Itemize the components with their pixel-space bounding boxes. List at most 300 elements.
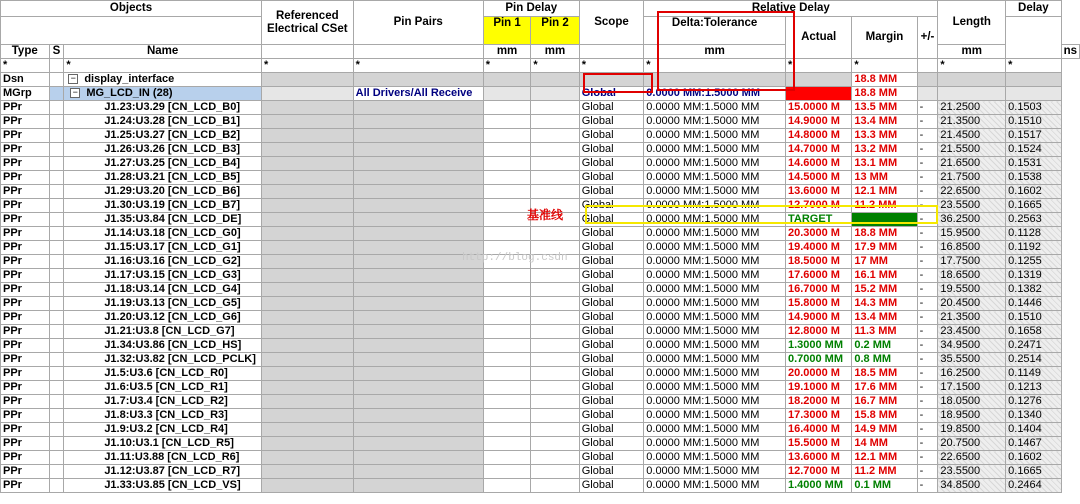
pin-pair-name[interactable]: J1.25:U3.27 [CN_LCD_B2]: [64, 129, 262, 143]
pin-pair-name[interactable]: J1.8:U3.3 [CN_LCD_R3]: [64, 409, 262, 423]
plusminus-cell[interactable]: -: [917, 269, 938, 283]
ref-cset-cell[interactable]: [262, 339, 354, 353]
pin1-cell[interactable]: [483, 101, 531, 115]
plusminus-cell[interactable]: -: [917, 479, 938, 493]
pin-pairs-cell[interactable]: [353, 269, 483, 283]
filter-cell[interactable]: *: [483, 59, 531, 73]
delay-header[interactable]: Delay: [1006, 1, 1061, 17]
pin-pairs-header[interactable]: Pin Pairs: [353, 1, 483, 45]
ref-cset-cell[interactable]: [262, 283, 354, 297]
delay-cell: 0.1602: [1006, 185, 1061, 199]
plusminus-cell[interactable]: -: [917, 101, 938, 115]
delta-tolerance-cell[interactable]: 0.0000 MM:1.5000 MM: [644, 157, 786, 171]
pin-pairs-cell[interactable]: [353, 451, 483, 465]
pin-pair-row[interactable]: [1, 157, 1080, 171]
plusminus-cell[interactable]: -: [917, 423, 938, 437]
ref-cset-cell[interactable]: [262, 423, 354, 437]
margin-cell: 13.5 MM: [852, 101, 917, 115]
pin2-cell[interactable]: [531, 339, 579, 353]
pin2-cell[interactable]: [531, 101, 579, 115]
pin-pair-name[interactable]: J1.32:U3.82 [CN_LCD_PCLK]: [64, 353, 262, 367]
scope-cell[interactable]: Global: [579, 171, 644, 185]
plusminus-cell[interactable]: -: [917, 339, 938, 353]
scope-cell[interactable]: Global: [579, 451, 644, 465]
pin-pairs-cell[interactable]: [353, 227, 483, 241]
pin-pairs-cell[interactable]: [353, 311, 483, 325]
baseline-annotation: 基准线: [527, 208, 564, 222]
delta-tolerance-cell[interactable]: 0.0000 MM:1.5000 MM: [644, 115, 786, 129]
delta-tolerance-cell[interactable]: 0.0000 MM:1.5000 MM: [644, 143, 786, 157]
scope-cell[interactable]: Global: [579, 353, 644, 367]
pin1-cell[interactable]: [483, 269, 531, 283]
scope-cell[interactable]: Global: [579, 325, 644, 339]
actual-cell: 15.5000 M: [785, 437, 851, 451]
ref-cset-cell[interactable]: [262, 255, 354, 269]
row-type: PPr: [1, 381, 50, 395]
pin-pairs-cell[interactable]: [353, 129, 483, 143]
pin-pair-row[interactable]: [1, 297, 1080, 311]
plusminus-cell[interactable]: -: [917, 185, 938, 199]
pin-pairs-cell[interactable]: [353, 465, 483, 479]
pin-pair-row[interactable]: [1, 381, 1080, 395]
scope-cell[interactable]: Global: [579, 101, 644, 115]
pin-pairs-cell[interactable]: [353, 353, 483, 367]
scope-cell[interactable]: Global: [579, 199, 644, 213]
pin-pair-row[interactable]: [1, 437, 1080, 451]
delay-cell: 0.1149: [1006, 367, 1061, 381]
pin-pair-row[interactable]: [1, 227, 1080, 241]
pin-pair-name[interactable]: J1.18:U3.14 [CN_LCD_G4]: [64, 283, 262, 297]
pin-pair-row[interactable]: [1, 171, 1080, 185]
pin1-cell[interactable]: [483, 395, 531, 409]
scope-cell[interactable]: Global: [579, 465, 644, 479]
pin-pair-name[interactable]: J1.29:U3.20 [CN_LCD_B6]: [64, 185, 262, 199]
length-cell: 34.9500: [938, 339, 1006, 353]
delta-tolerance-cell[interactable]: 0.0000 MM:1.5000 MM: [644, 479, 786, 493]
ref-cset-cell[interactable]: [262, 451, 354, 465]
pin-pair-name[interactable]: J1.27:U3.25 [CN_LCD_B4]: [64, 157, 262, 171]
pin2-cell[interactable]: [531, 227, 579, 241]
pin1-cell[interactable]: [483, 409, 531, 423]
ref-cset-cell[interactable]: [262, 171, 354, 185]
pin-pair-name[interactable]: J1.19:U3.13 [CN_LCD_G5]: [64, 297, 262, 311]
pin-pairs-cell[interactable]: [353, 171, 483, 185]
pin-pair-name[interactable]: J1.11:U3.88 [CN_LCD_R6]: [64, 451, 262, 465]
type-header[interactable]: Type: [1, 45, 50, 59]
ref-cset-cell[interactable]: [262, 185, 354, 199]
scope-cell[interactable]: Global: [579, 311, 644, 325]
pin-pair-row[interactable]: [1, 339, 1080, 353]
plusminus-cell[interactable]: -: [917, 297, 938, 311]
pin2-cell[interactable]: [531, 185, 579, 199]
ref-cset-cell[interactable]: [262, 199, 354, 213]
pin1-cell[interactable]: [483, 185, 531, 199]
pin-pair-name[interactable]: J1.6:U3.5 [CN_LCD_R1]: [64, 381, 262, 395]
pin1-cell[interactable]: [483, 297, 531, 311]
pin-pair-name[interactable]: J1.20:U3.12 [CN_LCD_G6]: [64, 311, 262, 325]
pin-pairs-cell[interactable]: [353, 283, 483, 297]
pin-pairs-cell[interactable]: [353, 143, 483, 157]
filter-cell[interactable]: *: [531, 59, 579, 73]
collapse-icon[interactable]: −: [70, 88, 80, 98]
delay-cell: 0.1255: [1006, 255, 1061, 269]
pin-pairs-cell[interactable]: [353, 101, 483, 115]
delta-tolerance-cell[interactable]: 0.0000 MM:1.5000 MM: [644, 185, 786, 199]
ref-cset-cell[interactable]: [262, 241, 354, 255]
pin-pair-name[interactable]: J1.9:U3.2 [CN_LCD_R4]: [64, 423, 262, 437]
ref-cset-cell[interactable]: [262, 213, 354, 227]
pin-pair-name[interactable]: J1.12:U3.87 [CN_LCD_R7]: [64, 465, 262, 479]
name-header[interactable]: Name: [64, 45, 262, 59]
collapse-icon[interactable]: −: [68, 74, 78, 84]
ref-cset-cell[interactable]: [262, 129, 354, 143]
scope-cell[interactable]: Global: [579, 87, 644, 101]
pin-pair-row[interactable]: [1, 367, 1080, 381]
pin2-cell[interactable]: [531, 325, 579, 339]
delta-tolerance-cell[interactable]: 0.0000 MM:1.5000 MM: [644, 227, 786, 241]
length-cell: 17.7500: [938, 255, 1006, 269]
plusminus-cell[interactable]: -: [917, 129, 938, 143]
pin-pair-name[interactable]: J1.34:U3.86 [CN_LCD_HS]: [64, 339, 262, 353]
pin2-cell[interactable]: [531, 269, 579, 283]
pin1-cell[interactable]: [483, 213, 531, 227]
delta-tolerance-cell[interactable]: 0.0000 MM:1.5000 MM: [644, 423, 786, 437]
pin1-cell[interactable]: [483, 465, 531, 479]
ref-cset-cell[interactable]: [262, 143, 354, 157]
pin2-cell[interactable]: [531, 479, 579, 493]
scope-cell[interactable]: Global: [579, 283, 644, 297]
delta-tolerance-cell[interactable]: 0.0000 MM:1.5000 MM: [644, 171, 786, 185]
ref-cset-cell[interactable]: [262, 437, 354, 451]
scope-cell[interactable]: Global: [579, 255, 644, 269]
pin2-cell[interactable]: [531, 353, 579, 367]
pin-pair-name[interactable]: J1.35:U3.84 [CN_LCD_DE]: [64, 213, 262, 227]
pin1-cell[interactable]: [483, 227, 531, 241]
scope-header[interactable]: Scope: [579, 1, 644, 45]
delay-cell: 0.1665: [1006, 199, 1061, 213]
pin-pair-row[interactable]: [1, 353, 1080, 367]
pin-pair-row[interactable]: [1, 465, 1080, 479]
pin-pair-name[interactable]: J1.28:U3.21 [CN_LCD_B5]: [64, 171, 262, 185]
delta-tolerance-cell[interactable]: 0.0000 MM:1.5000 MM: [644, 255, 786, 269]
pin-pair-row[interactable]: [1, 129, 1080, 143]
s-header[interactable]: S: [49, 45, 64, 59]
delta-tolerance-cell[interactable]: 0.0000 MM:1.5000 MM: [644, 199, 786, 213]
delta-tolerance-cell[interactable]: 0.0000 MM:1.5000 MM: [644, 283, 786, 297]
length-cell: 17.1500: [938, 381, 1006, 395]
plusminus-header[interactable]: +/-: [917, 17, 938, 59]
actual-cell: 15.0000 M: [785, 101, 851, 115]
pin-pair-name[interactable]: J1.17:U3.15 [CN_LCD_G3]: [64, 269, 262, 283]
pin-pairs-cell[interactable]: [353, 115, 483, 129]
plusminus-cell[interactable]: -: [917, 143, 938, 157]
pin2-cell[interactable]: [531, 465, 579, 479]
pin2-cell[interactable]: [531, 437, 579, 451]
pin-pair-row[interactable]: [1, 325, 1080, 339]
scope-cell[interactable]: Global: [579, 437, 644, 451]
pin1-cell[interactable]: [483, 283, 531, 297]
plusminus-cell[interactable]: -: [917, 451, 938, 465]
scope-cell[interactable]: Global: [579, 157, 644, 171]
scope-cell[interactable]: Global: [579, 269, 644, 283]
actual-header[interactable]: Actual: [785, 17, 851, 59]
pin-pair-name[interactable]: J1.10:U3.1 [CN_LCD_R5]: [64, 437, 262, 451]
delta-tolerance-cell[interactable]: 0.0000 MM:1.5000 MM: [644, 101, 786, 115]
pin-pairs-cell[interactable]: [353, 437, 483, 451]
pin-pairs-cell[interactable]: [353, 423, 483, 437]
length-cell: 21.3500: [938, 311, 1006, 325]
ref-cset-cell[interactable]: [262, 479, 354, 493]
pin1-cell[interactable]: [483, 339, 531, 353]
plusminus-cell[interactable]: -: [917, 199, 938, 213]
pin-pair-name[interactable]: J1.24:U3.28 [CN_LCD_B1]: [64, 115, 262, 129]
plusminus-cell[interactable]: -: [917, 311, 938, 325]
pin-pair-name[interactable]: J1.5:U3.6 [CN_LCD_R0]: [64, 367, 262, 381]
scope-cell[interactable]: Global: [579, 143, 644, 157]
filter-cell[interactable]: *: [938, 59, 1006, 73]
pin2-cell[interactable]: [531, 311, 579, 325]
scope-cell[interactable]: Global: [579, 339, 644, 353]
delta-tolerance-cell[interactable]: 0.0000 MM:1.5000 MM: [644, 465, 786, 479]
pin-pairs-cell[interactable]: [353, 185, 483, 199]
pin-pair-name[interactable]: J1.33:U3.85 [CN_LCD_VS]: [64, 479, 262, 493]
pin2-cell[interactable]: [531, 129, 579, 143]
delta-tolerance-cell[interactable]: 0.0000 MM:1.5000 MM: [644, 269, 786, 283]
scope-cell[interactable]: Global: [579, 227, 644, 241]
delta-tolerance-cell[interactable]: 0.0000 MM:1.5000 MM: [644, 409, 786, 423]
row-type: PPr: [1, 227, 50, 241]
pin-pair-row[interactable]: [1, 395, 1080, 409]
plusminus-cell[interactable]: -: [917, 171, 938, 185]
row-type: MGrp: [1, 87, 50, 101]
pin1-cell[interactable]: [483, 157, 531, 171]
pin-pair-name[interactable]: J1.21:U3.8 [CN_LCD_G7]: [64, 325, 262, 339]
margin-cell: [852, 213, 917, 227]
pin-pair-row[interactable]: [1, 283, 1080, 297]
actual-cell: [785, 87, 851, 101]
length-cell: 21.3500: [938, 115, 1006, 129]
pin-pair-row[interactable]: [1, 311, 1080, 325]
pin2-cell[interactable]: [531, 381, 579, 395]
filter-cell[interactable]: *: [644, 59, 786, 73]
scope-cell[interactable]: Global: [579, 479, 644, 493]
scope-cell[interactable]: Global: [579, 213, 644, 227]
pin2-cell[interactable]: [531, 157, 579, 171]
delta-tolerance-cell[interactable]: 0.0000 MM:1.5000 MM: [644, 395, 786, 409]
pin2-cell[interactable]: [531, 283, 579, 297]
delta-tolerance-cell[interactable]: 0.0000 MM:1.5000 MM: [644, 241, 786, 255]
scope-cell[interactable]: Global: [579, 129, 644, 143]
scope-cell[interactable]: Global: [579, 381, 644, 395]
delta-tolerance-cell[interactable]: 0.0000 MM:1.5000 MM: [644, 367, 786, 381]
pin1-cell[interactable]: [483, 451, 531, 465]
ref-cset-cell[interactable]: [262, 157, 354, 171]
scope-cell[interactable]: Global: [579, 409, 644, 423]
pin2-cell[interactable]: [531, 367, 579, 381]
pin2-cell[interactable]: [531, 115, 579, 129]
delta-tolerance-cell[interactable]: 0.0000 MM:1.5000 MM: [644, 381, 786, 395]
ref-cset-cell[interactable]: [262, 269, 354, 283]
ref-cset-cell[interactable]: [262, 465, 354, 479]
pin1-cell[interactable]: [483, 367, 531, 381]
pin-pair-name[interactable]: J1.15:U3.17 [CN_LCD_G1]: [64, 241, 262, 255]
pin-pair-row[interactable]: [1, 479, 1080, 493]
pin-pairs-cell[interactable]: [353, 339, 483, 353]
pin2-cell[interactable]: [531, 171, 579, 185]
delta-tolerance-cell[interactable]: 0.0000 MM:1.5000 MM: [644, 339, 786, 353]
pin-pairs-cell[interactable]: [353, 325, 483, 339]
pin1-cell[interactable]: [483, 423, 531, 437]
ref-cset-cell[interactable]: [262, 311, 354, 325]
pin2-cell[interactable]: [531, 409, 579, 423]
pin-pairs-cell[interactable]: [353, 199, 483, 213]
ref-cset-cell[interactable]: [262, 367, 354, 381]
pin1-cell[interactable]: [483, 479, 531, 493]
ref-cset-cell[interactable]: [262, 297, 354, 311]
plusminus-cell[interactable]: -: [917, 115, 938, 129]
pin1-cell[interactable]: [483, 437, 531, 451]
delay-cell: 0.1213: [1006, 381, 1061, 395]
ref-cset-header[interactable]: Referenced Electrical CSet: [262, 1, 354, 45]
delta-tolerance-cell[interactable]: 0.0000 MM:1.5000 MM: [644, 129, 786, 143]
pin-pair-row[interactable]: [1, 409, 1080, 423]
row-type: PPr: [1, 409, 50, 423]
pin-pairs-cell[interactable]: [353, 479, 483, 493]
pin-pair-name[interactable]: J1.14:U3.18 [CN_LCD_G0]: [64, 227, 262, 241]
pin-pair-row[interactable]: [1, 269, 1080, 283]
plusminus-cell[interactable]: -: [917, 255, 938, 269]
pin1-cell[interactable]: [483, 381, 531, 395]
pin-pair-row[interactable]: [1, 185, 1080, 199]
plusminus-cell[interactable]: -: [917, 213, 938, 227]
pin2-cell[interactable]: [531, 395, 579, 409]
delta-tolerance-header[interactable]: Delta:Tolerance: [644, 17, 786, 45]
scope-cell[interactable]: Global: [579, 297, 644, 311]
pin-pair-name[interactable]: J1.23:U3.29 [CN_LCD_B0]: [64, 101, 262, 115]
ref-cset-cell[interactable]: [262, 101, 354, 115]
plusminus-cell[interactable]: -: [917, 465, 938, 479]
pin-pair-row[interactable]: [1, 101, 1080, 115]
length-cell: 23.5500: [938, 199, 1006, 213]
margin-cell: 17 MM: [852, 255, 917, 269]
delta-tolerance-cell[interactable]: 0.0000 MM:1.5000 MM: [644, 325, 786, 339]
delta-tolerance-cell[interactable]: 0.0000 MM:1.5000 MM: [644, 451, 786, 465]
relative-delay-header: Relative Delay: [644, 1, 938, 17]
plusminus-cell[interactable]: -: [917, 241, 938, 255]
dsn-row[interactable]: [1, 73, 1080, 87]
scope-cell[interactable]: Global: [579, 367, 644, 381]
delta-tolerance-cell[interactable]: 0.0000 MM:1.5000 MM: [644, 87, 786, 101]
pin-pair-row[interactable]: [1, 451, 1080, 465]
delta-tolerance-cell[interactable]: 0.0000 MM:1.5000 MM: [644, 213, 786, 227]
pin-pair-name[interactable]: J1.7:U3.4 [CN_LCD_R2]: [64, 395, 262, 409]
pin-pairs-cell[interactable]: [353, 395, 483, 409]
pin1-cell[interactable]: [483, 129, 531, 143]
pin1-cell[interactable]: [483, 171, 531, 185]
plusminus-cell[interactable]: -: [917, 353, 938, 367]
delta-tolerance-cell[interactable]: 0.0000 MM:1.5000 MM: [644, 311, 786, 325]
pin1-cell[interactable]: [483, 325, 531, 339]
pin2-cell[interactable]: [531, 297, 579, 311]
filter-cell[interactable]: *: [262, 59, 354, 73]
filter-cell[interactable]: *: [785, 59, 851, 73]
row-type: PPr: [1, 367, 50, 381]
scope-cell[interactable]: Global: [579, 241, 644, 255]
ref-cset-cell[interactable]: [262, 325, 354, 339]
pin-pairs-cell[interactable]: [353, 409, 483, 423]
plusminus-cell[interactable]: -: [917, 409, 938, 423]
ref-cset-cell[interactable]: [262, 395, 354, 409]
pin2-cell[interactable]: [531, 451, 579, 465]
plusminus-cell[interactable]: -: [917, 437, 938, 451]
pin1-cell[interactable]: [483, 143, 531, 157]
length-header[interactable]: Length: [938, 1, 1006, 45]
delta-tolerance-cell[interactable]: 0.0000 MM:1.5000 MM: [644, 353, 786, 367]
pin-pairs-cell[interactable]: [353, 213, 483, 227]
pin-pairs-cell[interactable]: [353, 381, 483, 395]
pin-pairs-cell[interactable]: [353, 367, 483, 381]
plusminus-cell[interactable]: -: [917, 367, 938, 381]
delta-tolerance-cell[interactable]: 0.0000 MM:1.5000 MM: [644, 437, 786, 451]
plusminus-cell[interactable]: -: [917, 395, 938, 409]
scope-cell[interactable]: Global: [579, 185, 644, 199]
pin1-cell[interactable]: [483, 353, 531, 367]
mgrp-row[interactable]: [1, 87, 1080, 101]
plusminus-cell[interactable]: -: [917, 227, 938, 241]
scope-cell[interactable]: Global: [579, 115, 644, 129]
ref-cset-cell[interactable]: [262, 381, 354, 395]
ref-cset-cell[interactable]: [262, 409, 354, 423]
actual-cell: 20.3000 M: [785, 227, 851, 241]
margin-cell: 11.2 MM: [852, 465, 917, 479]
ref-cset-cell[interactable]: [262, 115, 354, 129]
filter-cell[interactable]: *: [353, 59, 483, 73]
filter-cell[interactable]: *: [852, 59, 917, 73]
pin-pair-row[interactable]: [1, 115, 1080, 129]
filter-cell[interactable]: *: [1006, 59, 1061, 73]
pin-pairs-cell[interactable]: [353, 157, 483, 171]
pin2-cell[interactable]: [531, 423, 579, 437]
ref-cset-cell[interactable]: [262, 353, 354, 367]
plusminus-cell[interactable]: -: [917, 325, 938, 339]
ref-cset-cell[interactable]: [262, 227, 354, 241]
pin1-cell[interactable]: [483, 115, 531, 129]
pin-pairs-cell[interactable]: All Drivers/All Receive: [353, 87, 483, 101]
pin-pair-row[interactable]: [1, 143, 1080, 157]
pin-pair-name[interactable]: J1.16:U3.16 [CN_LCD_G2]: [64, 255, 262, 269]
pin1-cell[interactable]: [483, 199, 531, 213]
pin1-header[interactable]: Pin 1: [483, 17, 531, 45]
filter-cell[interactable]: *: [579, 59, 644, 73]
pin-pair-name[interactable]: J1.26:U3.26 [CN_LCD_B3]: [64, 143, 262, 157]
pin-pairs-cell[interactable]: [353, 297, 483, 311]
scope-cell[interactable]: Global: [579, 423, 644, 437]
filter-cell[interactable]: *: [1, 59, 50, 73]
pin-pair-name[interactable]: J1.30:U3.19 [CN_LCD_B7]: [64, 199, 262, 213]
margin-header[interactable]: Margin: [852, 17, 917, 59]
plusminus-cell[interactable]: -: [917, 381, 938, 395]
pin1-cell[interactable]: [483, 311, 531, 325]
plusminus-cell[interactable]: -: [917, 157, 938, 171]
pin2-header[interactable]: Pin 2: [531, 17, 579, 45]
delta-tolerance-cell[interactable]: 0.0000 MM:1.5000 MM: [644, 297, 786, 311]
filter-cell[interactable]: *: [64, 59, 262, 73]
margin-cell: 18.8 MM: [852, 73, 917, 87]
scope-cell[interactable]: Global: [579, 395, 644, 409]
pin2-cell[interactable]: [531, 143, 579, 157]
plusminus-cell[interactable]: -: [917, 283, 938, 297]
pin-pair-row[interactable]: [1, 423, 1080, 437]
